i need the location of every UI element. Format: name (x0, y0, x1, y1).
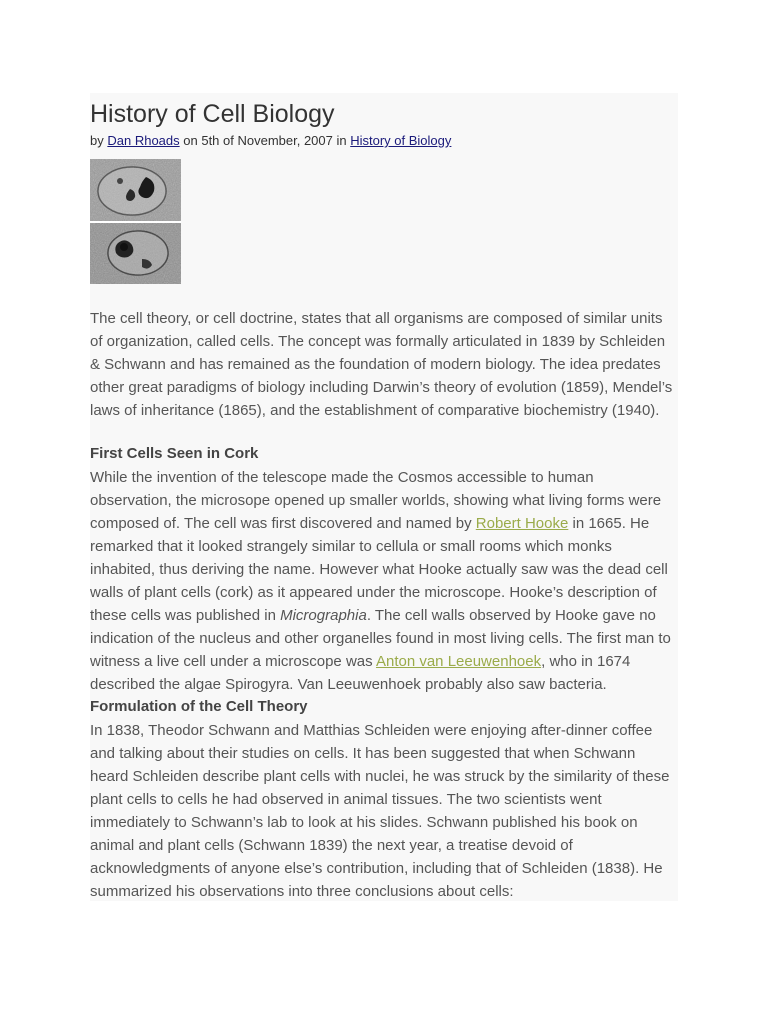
intro-line: & Schwann and has remained as the foundation of modern biology. The idea predates (90, 356, 661, 373)
first-cells-paragraph (90, 466, 678, 696)
paragraph-line: inhabited, thus deriving the name. However what Hooke actually saw was the dead cell (90, 561, 668, 578)
line-text: these cells was published in (90, 607, 281, 624)
paragraph-line: described the algae Spirogyra. Van Leeuwenhoek probably also saw bacteria. (90, 676, 607, 693)
intro-line: other great paradigms of biology including Darwin’s theory of evolution (1859), Mendel’s (90, 379, 673, 396)
cell-micrograph-image (90, 159, 181, 284)
intro-paragraph (90, 307, 678, 422)
paragraph-line (90, 650, 678, 673)
section-heading-cell-theory: Formulation of the Cell Theory (90, 698, 308, 715)
paragraph-line: remarked that it looked strangely similar to cellula or small rooms which monks (90, 538, 612, 555)
article-byline (90, 132, 451, 150)
robert-hooke-link[interactable]: Robert Hooke (475, 515, 569, 532)
line-text: witness a live cell under a microscope was (90, 653, 376, 670)
paragraph-line: plant cells to cells he had observed in animal tissues. The two scientists went (90, 791, 602, 808)
micrograph-bottom (90, 223, 181, 284)
intro-line: The cell theory, or cell doctrine, states that all organisms are composed of similar units (90, 310, 663, 327)
line-text: composed of. The cell was first discovered and named by (90, 515, 476, 532)
byline-by: by (90, 133, 104, 148)
cell-theory-paragraph (90, 719, 678, 901)
paragraph-line (90, 604, 678, 627)
paragraph-line: heard Schleiden describe plant cells with nuclei, he was struck by the similarity of these (90, 768, 670, 785)
intro-line: laws of inheritance (1865), and the establishment of comparative biochemistry (1940). (90, 402, 660, 419)
category-link[interactable]: History of Biology (350, 133, 452, 148)
micrograph-top (90, 159, 181, 221)
author-link[interactable]: Dan Rhoads (107, 133, 180, 148)
paragraph-line: summarized his observations into three conclusions about cells: (90, 883, 514, 900)
paragraph-line: In 1838, Theodor Schwann and Matthias Schleiden were enjoying after-dinner coffee (90, 722, 653, 739)
paragraph-line: While the invention of the telescope made the Cosmos accessible to human (90, 469, 594, 486)
paragraph-line: immediately to Schwann’s lab to look at his slides. Schwann published his book on (90, 814, 638, 831)
article-card (90, 93, 678, 901)
intro-line: of organization, called cells. The concept was formally articulated in 1839 by Schleiden (90, 333, 666, 350)
paragraph-line: and talking about their studies on cells. It has been suggested that when Schwann (90, 745, 636, 762)
leeuwenhoek-link[interactable]: Anton van Leeuwenhoek (375, 653, 542, 670)
section-heading-first-cells: First Cells Seen in Cork (90, 445, 259, 462)
paragraph-line: indication of the nucleus and other organelles found in most living cells. The first man to (90, 630, 671, 647)
line-text: in 1665. He (568, 515, 650, 532)
article-title: History of Cell Biology (90, 100, 335, 128)
paragraph-line: acknowledgments of anyone else’s contribution, including that of Schleiden (1838). He (90, 860, 663, 877)
line-text: , who in 1674 (541, 653, 631, 670)
paragraph-line: animal and plant cells (Schwann 1839) the next year, a treatise devoid of (90, 837, 573, 854)
paragraph-line (90, 512, 678, 535)
byline-date: on 5th of November, 2007 in (183, 133, 347, 148)
micrographia-title: Micrographia (280, 607, 367, 624)
paragraph-line: observation, the microsope opened up smaller worlds, showing what living forms were (90, 492, 662, 509)
line-text: . The cell walls observed by Hooke gave no (366, 607, 656, 624)
paragraph-line: walls of plant cells (cork) as it appeared under the microscope. Hooke’s description of (90, 584, 657, 601)
